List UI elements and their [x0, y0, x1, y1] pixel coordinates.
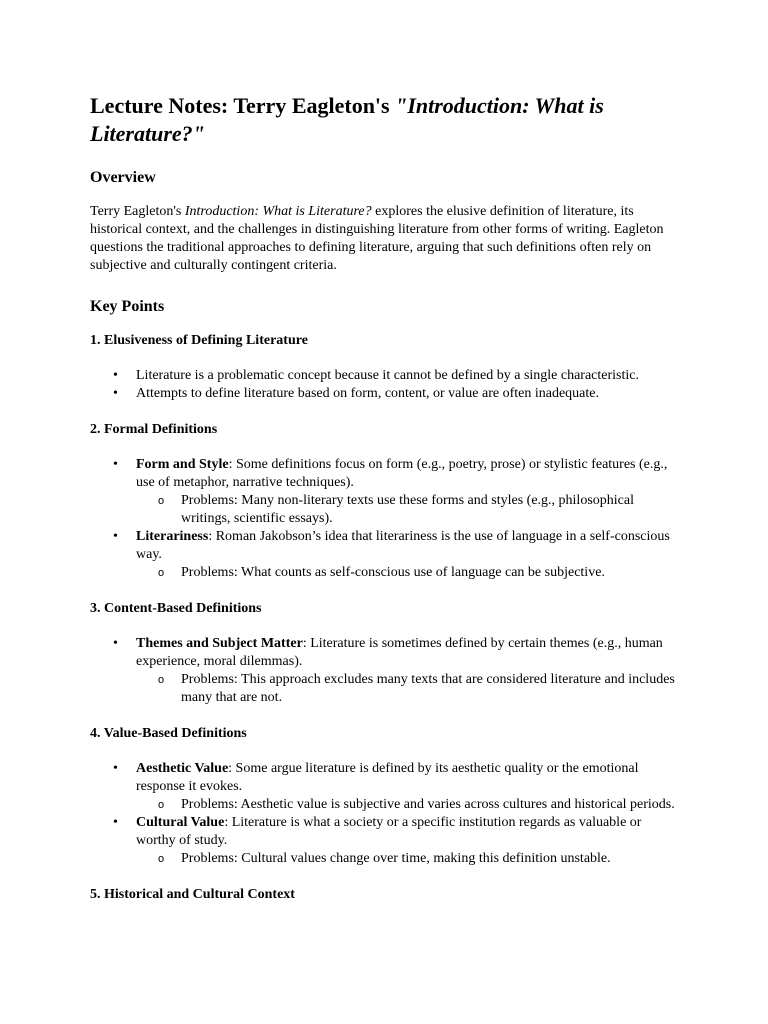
- sub-list: [136, 492, 680, 528]
- section-heading: 4. Value-Based Definitions: [90, 726, 247, 741]
- section-heading: 2. Formal Definitions: [90, 422, 218, 437]
- list-item: • Themes and Subject Matter: Literature is sometimes defined by certain themes (e.g., human experience, moral dilemmas). o Problems: This approach excludes many texts that are considered literature and includes many that are not.: [136, 635, 680, 707]
- section-heading: 5. Historical and Cultural Context: [90, 887, 295, 902]
- section-heading: 3. Content-Based Definitions: [90, 601, 262, 616]
- list-item: • Literariness: Roman Jakobson’s idea that literariness is the use of language in a self-conscious way. o Problems: What counts as self-conscious use of language can be subjective.: [136, 528, 680, 582]
- sub-list: [136, 796, 680, 814]
- list-item: • Attempts to define literature based on form, content, or value are often inadequate.: [136, 385, 680, 403]
- page-title: [90, 92, 680, 148]
- sub-list-item: o Problems: This approach excludes many texts that are considered literature and includes many that are not.: [181, 671, 680, 707]
- bullet-list: [90, 456, 680, 582]
- sub-list-item: o Problems: What counts as self-conscious use of language can be subjective.: [181, 564, 680, 582]
- title-prefix: Lecture Notes: Terry Eagleton's: [90, 93, 396, 118]
- sub-list-item: o Problems: Cultural values change over time, making this definition unstable.: [181, 850, 680, 868]
- bullet-list: [90, 367, 680, 403]
- list-item: • Literature is a problematic concept because it cannot be defined by a single characteristic.: [136, 367, 680, 385]
- sub-list: [136, 850, 680, 868]
- list-item: • Form and Style: Some definitions focus on form (e.g., poetry, prose) or stylistic features (e.g., use of metaphor, narrative techniques). o Problems: Many non-literary texts use these forms and styles (e.g., philosophical writings, scientific essays).: [136, 456, 680, 528]
- bullet-list: [90, 760, 680, 868]
- title-italic: "Introduction: What is Literature?": [90, 93, 604, 146]
- bullet-list: [90, 635, 680, 707]
- sub-list: [136, 564, 680, 582]
- sub-list-item: o Problems: Many non-literary texts use these forms and styles (e.g., philosophical writings, scientific essays).: [181, 492, 680, 528]
- key-points-heading: Key Points: [90, 298, 165, 315]
- document-page: [90, 92, 680, 921]
- overview-paragraph: Terry Eagleton's Introduction: What is Literature? explores the elusive definition of literature, its historical context, and the challenges in distinguishing literature from other forms of writing. Eagleton questions the traditional approaches to defining literature, arguing that such definitions often rely on subjective and culturally contingent criteria.: [90, 204, 664, 273]
- list-item: • Cultural Value: Literature is what a society or a specific institution regards as valuable or worthy of study. o Problems: Cultural values change over time, making this definition unstable.: [136, 814, 680, 868]
- overview-heading: Overview: [90, 169, 156, 186]
- sub-list: [136, 671, 680, 707]
- section-heading: 1. Elusiveness of Defining Literature: [90, 333, 308, 348]
- list-item: • Aesthetic Value: Some argue literature is defined by its aesthetic quality or the emotional response it evokes. o Problems: Aesthetic value is subjective and varies across cultures and historical periods.: [136, 760, 680, 814]
- sub-list-item: o Problems: Aesthetic value is subjective and varies across cultures and historical periods.: [181, 796, 680, 814]
